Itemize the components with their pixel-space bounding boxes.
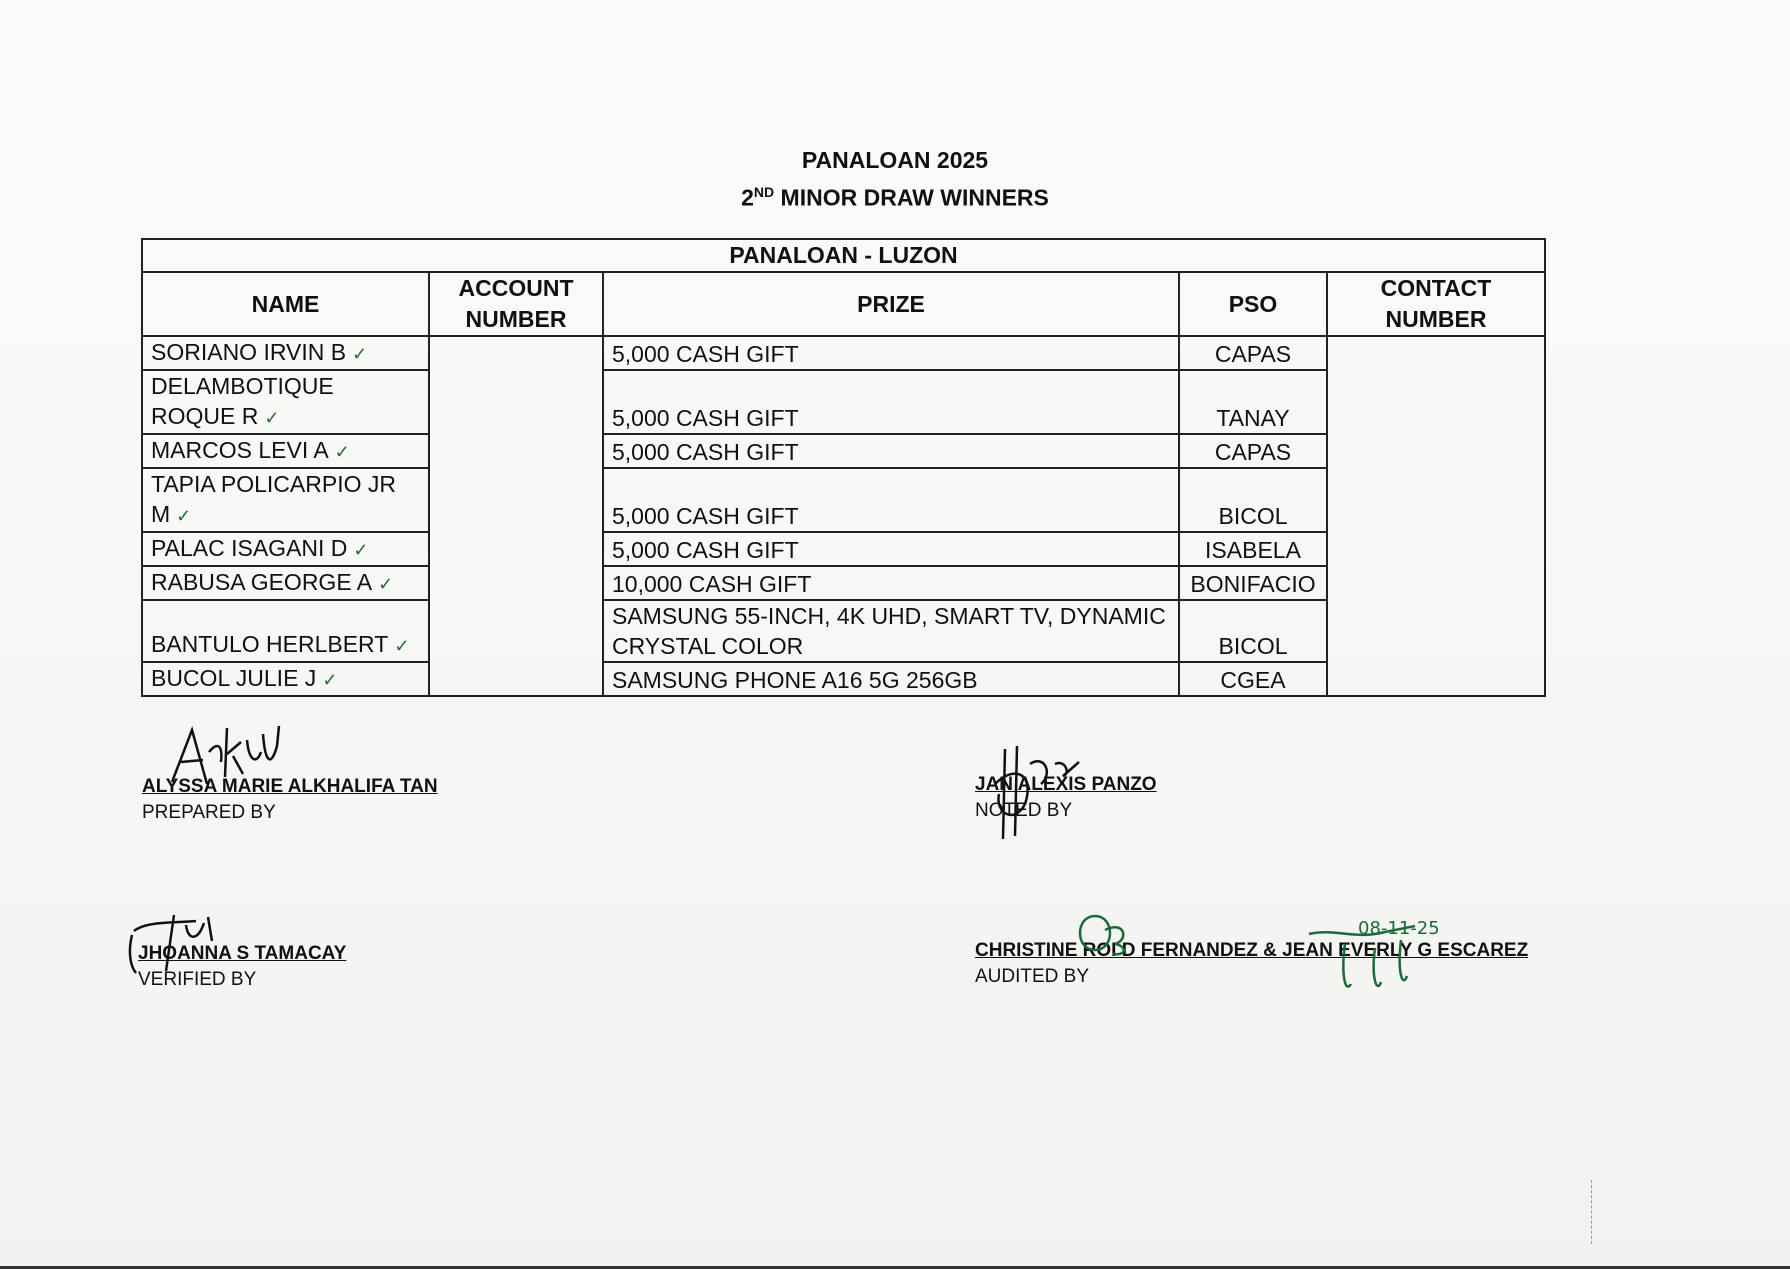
- winner-name: TAPIA POLICARPIO JR M ✓: [142, 468, 429, 532]
- checkmark-icon: ✓: [176, 506, 192, 526]
- prize: 5,000 CASH GIFT: [603, 468, 1179, 532]
- col-prize-header: PRIZE: [603, 272, 1179, 336]
- pso: BICOL: [1179, 468, 1327, 532]
- signatory-prepared: [142, 776, 438, 824]
- prize: 5,000 CASH GIFT: [603, 370, 1179, 434]
- contact-number-cell: [1327, 336, 1545, 696]
- checkmark-icon: ✓: [322, 670, 338, 690]
- signatory-audited: [975, 940, 1528, 988]
- checkmark-icon: ✓: [352, 344, 368, 364]
- pso: CGEA: [1179, 662, 1327, 696]
- pso: BICOL: [1179, 600, 1327, 662]
- signatory-name: ALYSSA MARIE ALKHALIFA TAN: [142, 776, 438, 797]
- prize: SAMSUNG 55-INCH, 4K UHD, SMART TV, DYNAMIC CRYSTAL COLOR: [603, 600, 1179, 662]
- winners-table: [141, 238, 1546, 697]
- account-number-cell: [429, 336, 603, 696]
- col-contact-header: CONTACT NUMBER: [1327, 272, 1545, 336]
- pso: TANAY: [1179, 370, 1327, 434]
- pso: BONIFACIO: [1179, 566, 1327, 600]
- signatory-role: VERIFIED BY: [138, 969, 257, 990]
- winner-name: MARCOS LEVI A ✓: [142, 434, 429, 468]
- col-name-header: NAME: [142, 272, 429, 336]
- signatory-name: JHOANNA S TAMACAY: [138, 943, 347, 964]
- title-line-2: 2ND MINOR DRAW WINNERS: [741, 184, 1049, 211]
- signature-noted-icon: [975, 744, 1095, 844]
- checkmark-icon: ✓: [264, 408, 280, 428]
- page-edge-line: [1591, 1180, 1592, 1244]
- table-row: [142, 336, 1545, 370]
- signatory-role: AUDITED BY: [975, 966, 1090, 987]
- prize: 5,000 CASH GIFT: [603, 434, 1179, 468]
- checkmark-icon: ✓: [353, 540, 369, 560]
- prize: 5,000 CASH GIFT: [603, 532, 1179, 566]
- signature-prepared-icon: [167, 722, 307, 792]
- signature-audited-1-icon: [1065, 910, 1145, 960]
- signatory-role: NOTED BY: [975, 800, 1073, 821]
- winner-name: SORIANO IRVIN B ✓: [142, 336, 429, 370]
- audit-date: 08-11-25: [1358, 918, 1440, 939]
- signature-verified-icon: [126, 911, 246, 981]
- checkmark-icon: ✓: [334, 442, 350, 462]
- col-account-header: ACCOUNT NUMBER: [429, 272, 603, 336]
- signatory-name: JAN ALEXIS PANZO: [975, 774, 1157, 795]
- prize: 10,000 CASH GIFT: [603, 566, 1179, 600]
- winner-name: BANTULO HERLBERT ✓: [142, 600, 429, 662]
- checkmark-icon: ✓: [378, 574, 394, 594]
- signatory-role: PREPARED BY: [142, 802, 276, 823]
- pso: CAPAS: [1179, 434, 1327, 468]
- signatory-noted: [975, 774, 1157, 822]
- pso: CAPAS: [1179, 336, 1327, 370]
- signatory-name: CHRISTINE ROI D FERNANDEZ & JEAN EVERLY G ESCAREZ: [975, 940, 1529, 961]
- region-header: PANALOAN - LUZON: [142, 239, 1545, 272]
- checkmark-icon: ✓: [394, 636, 410, 656]
- winner-name: BUCOL JULIE J ✓: [142, 662, 429, 696]
- signatory-verified: [138, 943, 346, 991]
- prize: 5,000 CASH GIFT: [603, 336, 1179, 370]
- document-title: [0, 144, 1790, 214]
- pso: ISABELA: [1179, 532, 1327, 566]
- winner-name: DELAMBOTIQUE ROQUE R ✓: [142, 370, 429, 434]
- winner-name: RABUSA GEORGE A ✓: [142, 566, 429, 600]
- prize: SAMSUNG PHONE A16 5G 256GB: [603, 662, 1179, 696]
- col-pso-header: PSO: [1179, 272, 1327, 336]
- winner-name: PALAC ISAGANI D ✓: [142, 532, 429, 566]
- title-line-1: PANALOAN 2025: [801, 147, 989, 173]
